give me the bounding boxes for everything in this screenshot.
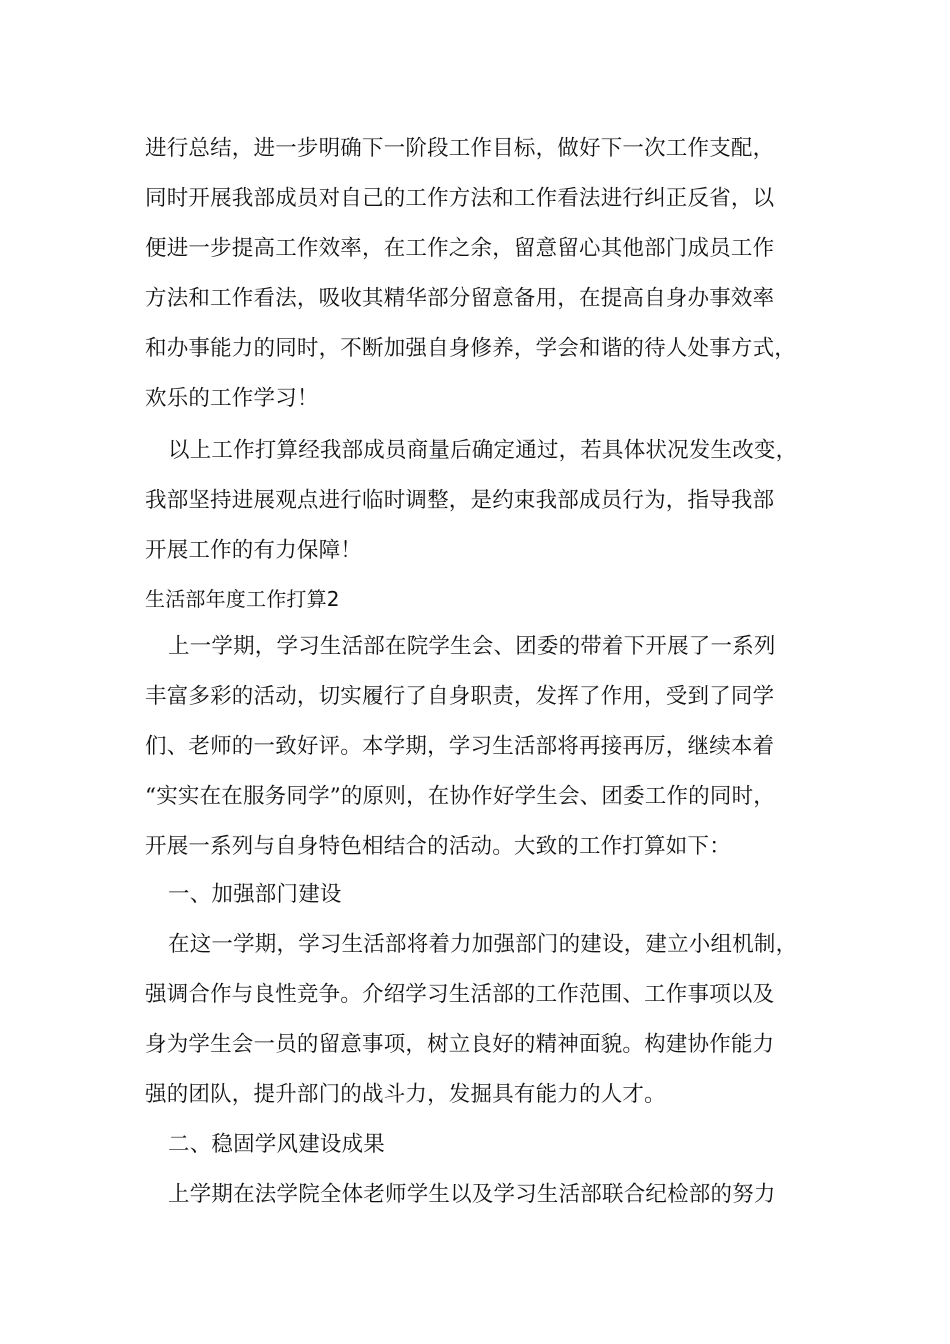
paragraph-line: 开展一系列与自身特色相结合的活动。大致的工作打算如下： xyxy=(145,834,731,859)
paragraph-line: 以上工作打算经我部成员商量后确定通过，若具体状况发生改变， xyxy=(168,438,798,463)
paragraph-line: 欢乐的工作学习！ xyxy=(145,386,319,411)
paragraph-line: 方法和工作看法，吸收其精华部分留意备用，在提高自身办事效率 xyxy=(145,286,775,311)
paragraph-line: 同时开展我部成员对自己的工作方法和工作看法进行纠正反省，以 xyxy=(145,186,775,211)
paragraph-line: 强调合作与良性竞争。介绍学习生活部的工作范围、工作事项以及 xyxy=(145,982,775,1007)
paragraph-line: 在这一学期，学习生活部将着力加强部门的建设，建立小组机制， xyxy=(168,932,798,957)
paragraph-line: “实实在在服务同学”的原则，在协作好学生会、团委工作的同时， xyxy=(145,784,775,809)
paragraph-line: 上学期在法学院全体老师学生以及学习生活部联合纪检部的努力 xyxy=(168,1182,776,1207)
section-title: 生活部年度工作打算2 xyxy=(145,587,340,611)
paragraph-line: 身为学生会一员的留意事项，树立良好的精神面貌。构建协作能力 xyxy=(145,1032,775,1057)
paragraph-line: 我部坚持进展观点进行临时调整，是约束我部成员行为，指导我部 xyxy=(145,488,775,513)
paragraph-line: 开展工作的有力保障！ xyxy=(145,538,363,563)
paragraph-line: 进行总结，进一步明确下一阶段工作目标，做好下一次工作支配， xyxy=(145,136,775,161)
section-heading: 二、稳固学风建设成果 xyxy=(168,1132,386,1157)
paragraph-line: 强的团队，提升部门的战斗力，发掘具有能力的人才。 xyxy=(145,1082,666,1107)
paragraph-line: 和办事能力的同时，不断加强自身修养，学会和谐的待人处事方式， xyxy=(145,336,797,361)
paragraph-line: 们、老师的一致好评。本学期，学习生活部将再接再厉，继续本着 xyxy=(145,734,775,759)
section-heading: 一、加强部门建设 xyxy=(168,882,342,907)
paragraph-line: 便进一步提高工作效率，在工作之余，留意留心其他部门成员工作 xyxy=(145,236,775,261)
paragraph-line: 丰富多彩的活动，切实履行了自身职责，发挥了作用，受到了同学 xyxy=(145,684,775,709)
paragraph-line: 上一学期，学习生活部在院学生会、团委的带着下开展了一系列 xyxy=(168,634,776,659)
